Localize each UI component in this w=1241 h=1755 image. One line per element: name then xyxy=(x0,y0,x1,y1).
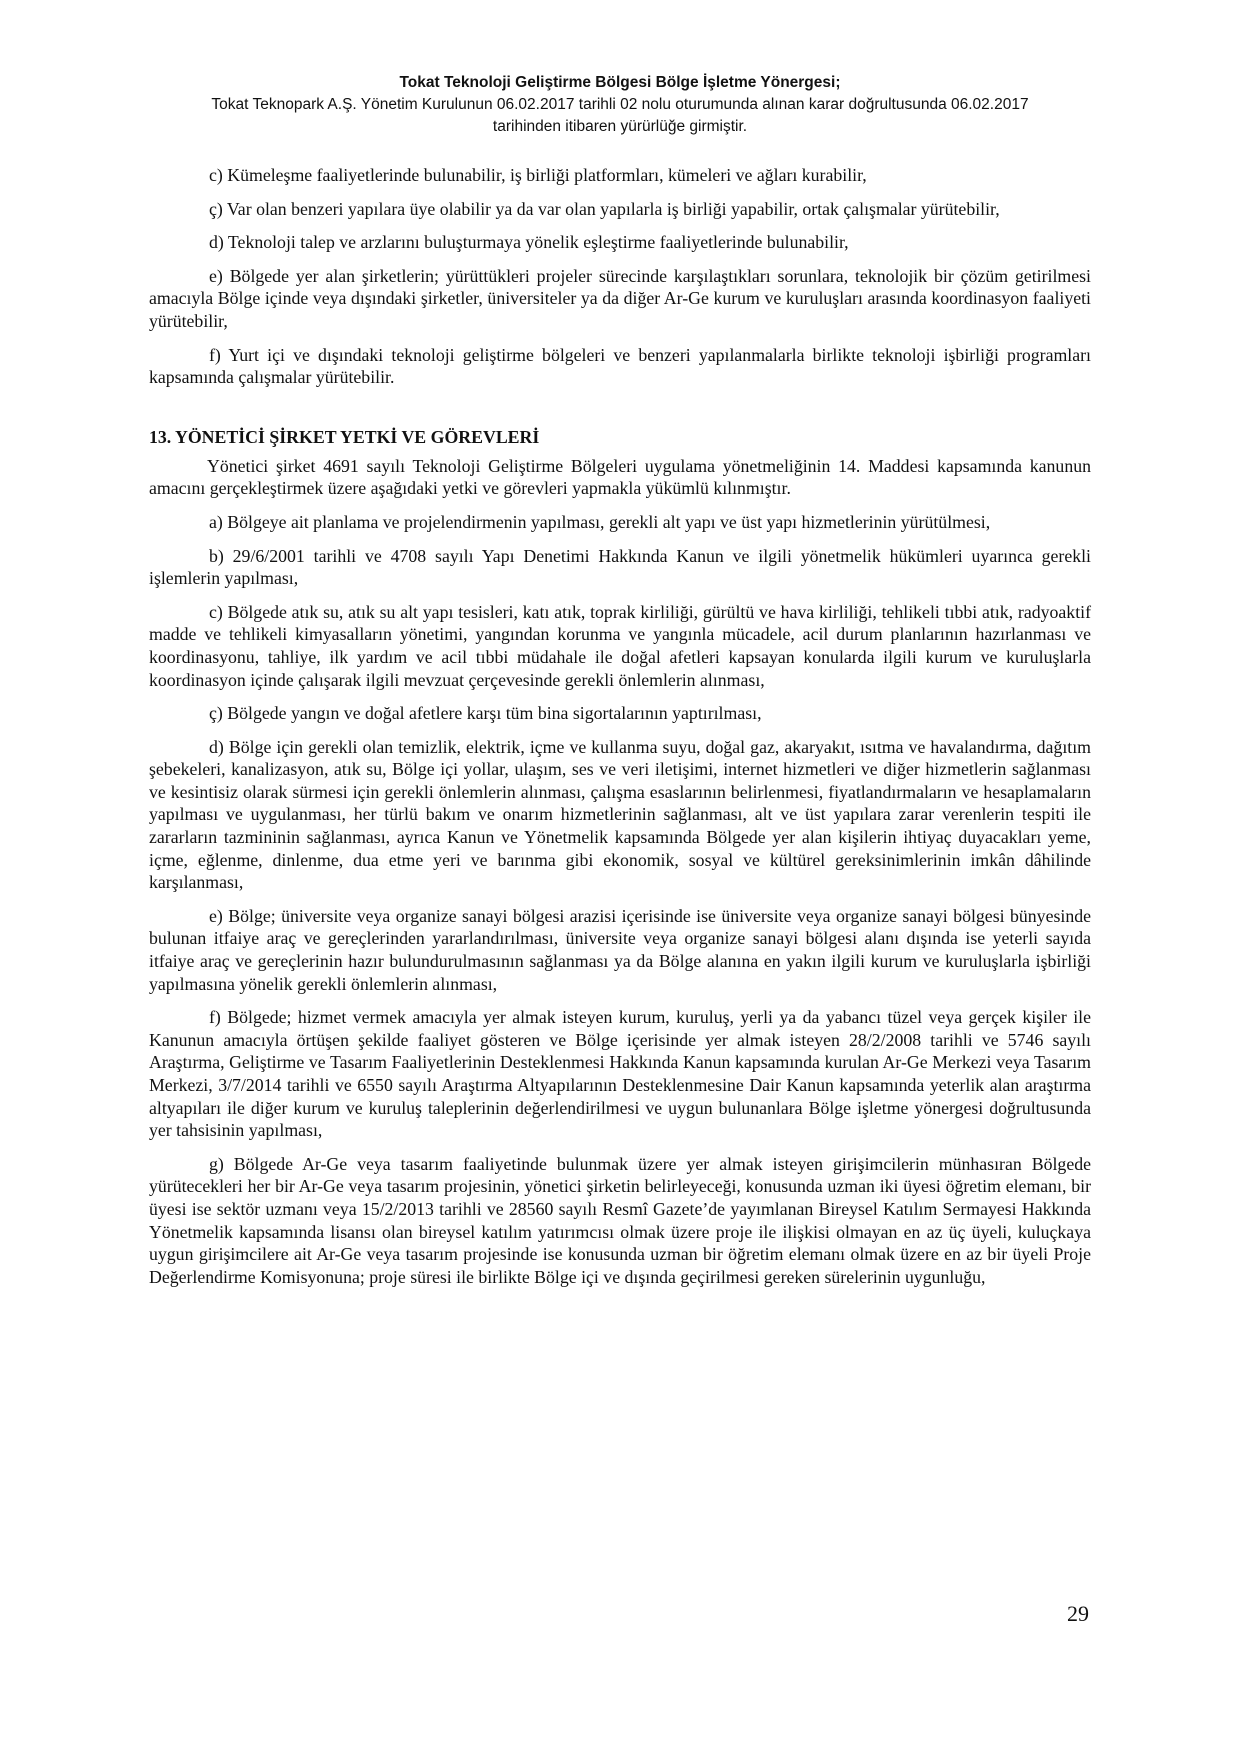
section-intro: Yönetici şirket 4691 sayılı Teknoloji Geliştirme Bölgeleri uygulama yönetmeliğinin 14. Maddesi kapsamında kanunun amacını gerçekleştirmek üzere aşağıdaki yetki ve görevleri yapmakla yükümlü kılınmıştır. xyxy=(149,455,1091,499)
header-subtitle-line-2: tarihinden itibaren yürürlüğe girmiştir. xyxy=(492,118,748,135)
list-item: ç) Bölgede yangın ve doğal afetlere karşı tüm bina sigortalarının yaptırılması, xyxy=(209,703,762,724)
page-number: 29 xyxy=(1067,1601,1089,1626)
page-header xyxy=(120,72,1120,138)
list-item: ç) Var olan benzeri yapılara üye olabilir ya da var olan yapılarla iş birliği yapabilir, ortak çalışmalar yürütebilir, xyxy=(209,198,1000,219)
list-item: c) Kümeleşme faaliyetlerinde bulunabilir, iş birliği platformları, kümeleri ve ağları kurabilir, xyxy=(209,165,867,185)
list-item: c) Bölgede atık su, atık su alt yapı tesisleri, katı atık, toprak kirliliği, gürültü ve hava kirliliği, tehlikeli tıbbi atık, radyoaktif madde ve tehlikeli kimyasalların yönetimi, yangından korunma ve yangınla mücadele, acil durum planlarının hazırlanması ve koordinasyonu, tahliye, ilk yardım ve acil tıbbi müdahale ile doğal afetleri kapsayan konularda ilgili kurum ve kuruluşlarla koordinasyon içinde çalışarak ilgili mevzuat çerçevesinde gerekli önlemlerin alınması, xyxy=(149,601,1091,690)
list-item: g) Bölgede Ar-Ge veya tasarım faaliyetinde bulunmak üzere yer almak isteyen girişimcilerin münhasıran Bölgede yürütecekleri her bir Ar-Ge veya tasarım projesinin, yönetici şirketin belirleyeceği, konusunda uzman iki üyesi öğretim elemanı, bir üyesi ise sektör uzmanı veya 15/2/2013 tarihli ve 28560 sayılı Resmî Gazete’de yayımlanan Bireysel Katılım Sermayesi Hakkında Yönetmelik kapsamında lisansı olan bireysel katılım yatırımcısı olmak üzere proje ile ilişkisi olmayan en az üç üyeli, kuluçkaya uygun girişimcilere ait Ar-Ge veya tasarım projesinde ise konusunda uzman bir öğretim elemanı olmak üzere en az bir üyeli Proje Değerlendirme Komisyonuna; proje süresi ile birlikte Bölge içi ve dışında geçirilmesi gereken sürelerinin uygunluğu, xyxy=(149,1153,1091,1287)
list-item: b) 29/6/2001 tarihli ve 4708 sayılı Yapı Denetimi Hakkında Kanun ve ilgili yönetmelik hükümleri uyarınca gerekli işlemlerin yapılması, xyxy=(149,545,1091,589)
list-item: d) Bölge için gerekli olan temizlik, elektrik, içme ve kullanma suyu, doğal gaz, akaryakıt, ısıtma ve havalandırma, dağıtım şebekeleri, kanalizasyon, atık su, Bölge içi yollar, ulaşım, ses ve veri iletişimi, internet hizmetleri ve diğer hizmetlerin sağlanması ve kesintisiz olarak sürmesi için gerekli önlemlerin alınması, çalışma esaslarının belirlenmesi, fiyatlandırmaların ve hesaplamaların yapılması ve uygulanması, her türlü bakım ve onarım hizmetlerinin sağlanması, alt ve üst yapılara zarar verenlerin tespiti ile zararların tazmininin sağlanması, ayrıca Kanun ve Yönetmelik kapsamında Bölgede yer alan kişilerin ihtiyaç duyacakları yeme, içme, eğlenme, dinlenme, dua etme yeri ve barınma gibi ekonomik, sosyal ve kültürel gereksinimlerinin imkân dâhilinde karşılanması, xyxy=(149,736,1091,893)
list-item: e) Bölgede yer alan şirketlerin; yürüttükleri projeler sürecinde karşılaştıkları sorunlara, teknolojik bir çözüm getirilmesi amacıyla Bölge içinde veya dışındaki şirketler, üniversiteler ya da diğer Ar-Ge kurum ve kuruluşları arasında koordinasyon faaliyeti yürütebilir, xyxy=(149,265,1091,331)
list-item: e) Bölge; üniversite veya organize sanayi bölgesi arazisi içerisinde ise üniversite veya organize sanayi bölgesi bünyesinde bulunan itfaiye araç ve gereçlerinden yararlandırılması, üniversite veya organize sanayi bölgesi alanı dışında ise yeterli sayıda itfaiye araç ve gereçlerinin hazır bulundurulmasının sağlanması ya da Bölge alanına en yakın ilgili kurum ve kuruluşlarla işbirliği yapılmasına yönelik gerekli önlemlerin alınması, xyxy=(149,905,1091,994)
list-item: f) Yurt içi ve dışındaki teknoloji geliştirme bölgeleri ve benzeri yapılanmalarla birlikte teknoloji işbirliği programları kapsamında çalışmalar yürütebilir. xyxy=(149,344,1091,388)
list-item: d) Teknoloji talep ve arzlarını buluşturmaya yönelik eşleştirme faaliyetlerinde bulunabilir, xyxy=(209,232,849,253)
list-item: f) Bölgede; hizmet vermek amacıyla yer almak isteyen kurum, kuruluş, yerli ya da yabancı tüzel veya gerçek kişiler ile Kanunun amacıyla örtüşen şekilde faaliyet gösteren ve Bölge içerisinde yer almak isteyen 28/2/2008 tarihli ve 5746 sayılı Araştırma, Geliştirme ve Tasarım Faaliyetlerinin Desteklenmesi Hakkında Kanun kapsamında kurulan Ar-Ge Merkezi veya Tasarım Merkezi, 3/7/2014 tarihli ve 6550 sayılı Araştırma Altyapılarının Desteklenmesine Dair Kanun kapsamında yeterlik alan araştırma altyapıları ile diğer kurum ve kuruluş taleplerinin değerlendirilmesi ve uygun bulunanlara Bölge işletme yönergesi doğrultusunda yer tahsisinin yapılması, xyxy=(149,1007,1091,1141)
header-title: Tokat Teknoloji Geliştirme Bölgesi Bölge İşletme Yönergesi; xyxy=(399,74,841,91)
section-heading: 13. YÖNETİCİ ŞİRKET YETKİ VE GÖREVLERİ xyxy=(149,426,540,447)
header-subtitle-line-1: Tokat Teknopark A.Ş. Yönetim Kurulunun 06.02.2017 tarihli 02 nolu oturumunda alınan karar doğrultusunda 06.02.2017 xyxy=(211,96,1029,113)
document-body xyxy=(149,164,1091,1299)
list-item: a) Bölgeye ait planlama ve projelendirmenin yapılması, gerekli alt yapı ve üst yapı hizmetlerinin yürütülmesi, xyxy=(209,511,991,532)
